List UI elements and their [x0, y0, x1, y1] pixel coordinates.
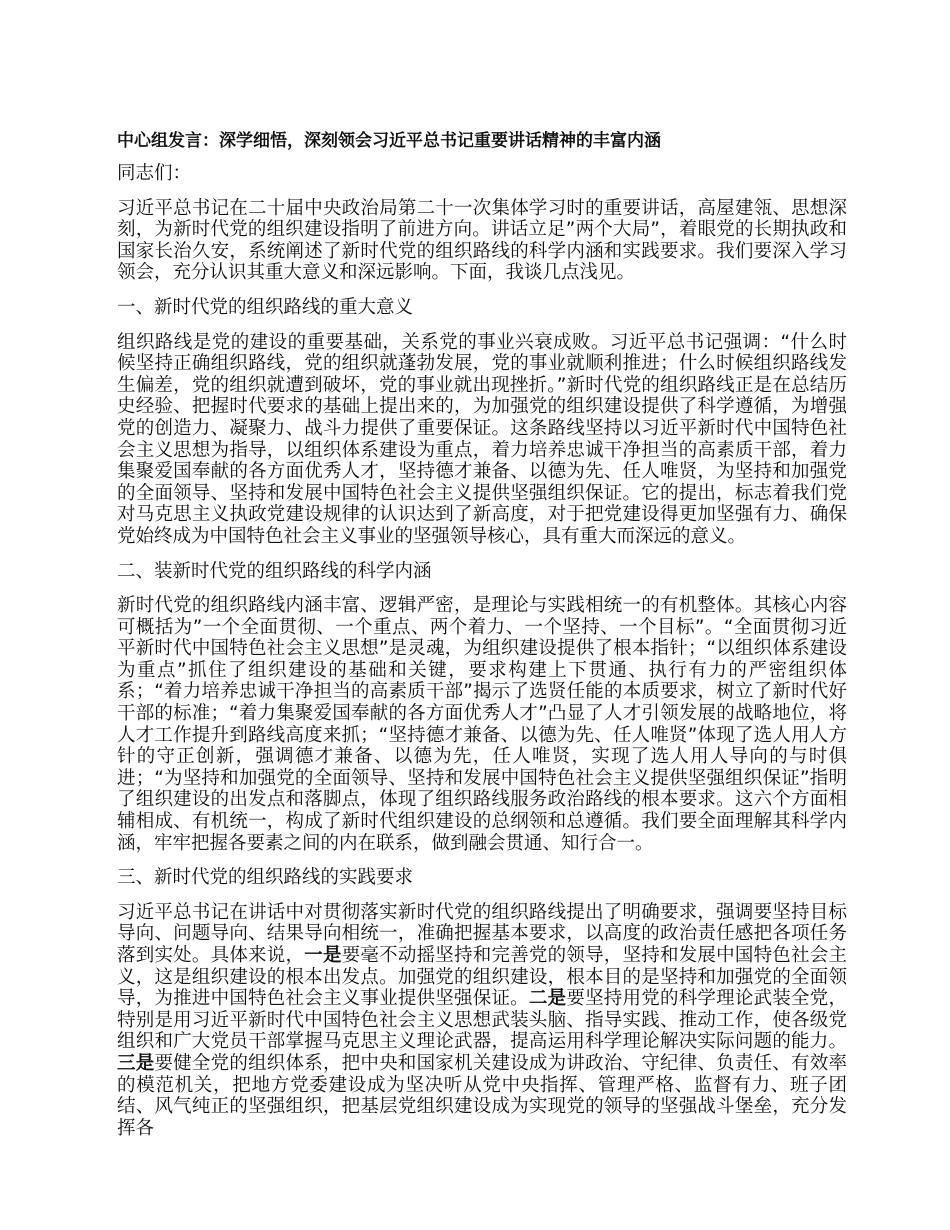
text-segment: 要健全党的组织体系，把中央和国家机关建设成为讲政治、守纪律、负责任、有效率的模范机关，把地方党委建设成为坚决听从党中央指挥、管理严格、监督有力、班子团结、风气纯正的坚强组织，把基层党组织建设成为实现党的领导的坚强战斗堡垒，充分发挥各	[117, 1052, 847, 1139]
section-2-heading: 二、装新时代党的组织路线的科学内涵	[117, 560, 432, 582]
text-segment: 要坚持用党的科学理论武装全党，特别是用习近平新时代中国特色社会主义思想武装头脑、指导实践、推动工作，使各级党组织和广大党员干部掌握马克思主义理论武器，提高运用科学理论解决实际问题的能力。	[117, 988, 847, 1053]
document-title: 中心组发言：深学细悟，深刻领会习近平总书记重要讲话精神的丰富内涵	[117, 131, 661, 151]
section-1-body: 组织路线是党的建设的重要基础，关系党的事业兴衰成败。习近平总书记强调：“什么时候坚持正确组织路线，党的组织就蓬勃发展，党的事业就顺利推进；什么时候组织路线发生偏差，党的组织就遭到破坏，党的事业就出现挫折。”新时代党的组织路线正是在总结历史经验、把握时代要求的基础上提出来的，为加强党的组织建设提供了科学遵循，为增强党的创造力、凝聚力、战斗力提供了重要保证。这条路线坚持以习近平新时代中国特色社会主义思想为指导，以组织体系建设为重点，着力培养忠诚干净担当的高素质干部，着力集聚爱国奉献的各方面优秀人才，坚持德才兼备、以德为先、任人唯贤，为坚持和加强党的全面领导、坚持和发展中国特色社会主义提供坚强组织保证。它的提出，标志着我们党对马克思主义执政党建设规律的认识达到了新高度，对于把党建设得更加坚强有力、确保党始终成为中国特色社会主义事业的坚强领导核心，具有重大而深远的意义。	[117, 331, 847, 547]
section-3-body	[117, 902, 847, 1140]
section-1-heading: 一、新时代党的组织路线的重大意义	[117, 296, 414, 318]
intro-paragraph: 习近平总书记在二十届中央政治局第二十一次集体学习时的重要讲话，高屋建瓴、思想深刻，为新时代党的组织建设指明了前进方向。讲话立足”两个大局”，着眼党的长期执政和国家长治久安，系统阐述了新时代党的组织路线的科学内涵和实践要求。我们要深入学习领会，充分认识其重大意义和深远影响。下面，我谈几点浅见。	[117, 197, 847, 284]
emphasis-segment: 二是	[528, 988, 567, 1010]
document-page	[117, 130, 847, 1152]
text-segment: 习近平总书记在讲话中对贯彻落实新时代党的组织路线提出了明确要求，强调要坚持目标导向、问题导向、结果导向相统一，准确把握基本要求，以高度的政治责任感把各项任务落到实处。具体来说，	[117, 901, 847, 966]
section-2-body: 新时代党的组织路线内涵丰富、逻辑严密，是理论与实践相统一的有机整体。其核心内容可概括为”一个全面贯彻、一个重点、两个着力、一个坚持、一个目标”。“全面贯彻习近平新时代中国特色社会主义思想”是灵魂，为组织建设提供了根本指针；“以组织体系建设为重点”抓住了组织建设的基础和关键，要求构建上下贯通、执行有力的严密组织体系；“着力培养忠诚干净担当的高素质干部”揭示了选贤任能的本质要求，树立了新时代好干部的标准；“着力集聚爱国奉献的各方面优秀人才”凸显了人才引领发展的战略地位，将人才工作提升到路线高度来抓；“坚持德才兼备、以德为先、任人唯贤”体现了选人用人方针的守正创新，强调德才兼备、以德为先，任人唯贤，实现了选人用人导向的与时俱进；“为坚持和加强党的全面领导、坚持和发展中国特色社会主义提供坚强组织保证”指明了组织建设的出发点和落脚点，体现了组织路线服务政治路线的根本要求。这六个方面相辅相成、有机统一，构成了新时代组织建设的总纲领和总遵循。我们要全面理解其科学内涵，牢牢把握各要素之间的内在联系，做到融会贯通、知行合一。	[117, 595, 848, 854]
text-segment: 要毫不动摇坚持和完善党的领导，坚持和发展中国特色社会主义，这是组织建设的根本出发点。加强党的组织建设，根本目的是坚持和加强党的全面领导，为推进中国特色社会主义事业提供坚强保证。	[117, 945, 847, 1010]
emphasis-segment: 一是	[304, 945, 342, 966]
section-3-heading: 三、新时代党的组织路线的实践要求	[117, 867, 414, 889]
emphasis-segment: 三是	[117, 1052, 155, 1074]
salutation: 同志们：	[117, 163, 192, 184]
